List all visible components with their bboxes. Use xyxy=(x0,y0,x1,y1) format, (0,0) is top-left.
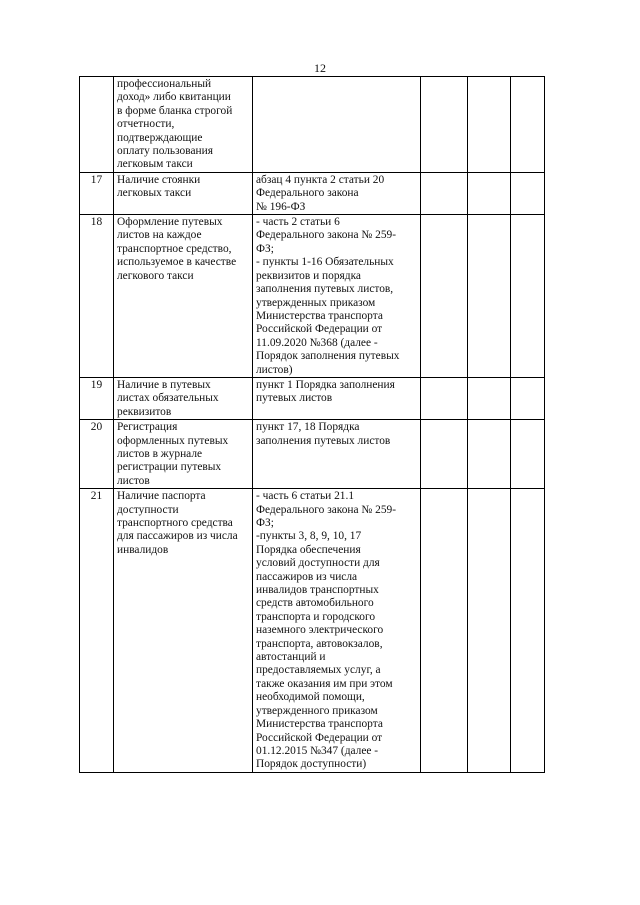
requirement-cell-line: транспортное средство, xyxy=(117,242,232,255)
empty-cell-2 xyxy=(468,489,511,773)
requirement-cell-line: оплату пользования xyxy=(117,145,213,158)
empty-cell-3 xyxy=(511,172,545,214)
reference-cell xyxy=(253,420,421,489)
requirement-cell xyxy=(114,489,253,773)
reference-cell-line: -пункты 3, 8, 9, 10, 17 xyxy=(256,530,362,543)
empty-cell-1 xyxy=(421,420,468,489)
empty-cell-1 xyxy=(421,215,468,378)
requirements-table xyxy=(79,76,545,773)
requirement-cell-line: Наличие в путевых xyxy=(117,378,211,391)
reference-cell-line: также оказания им при этом xyxy=(256,677,393,690)
reference-cell-line: Федерального закона xyxy=(256,187,359,200)
reference-cell-line: заполнения путевых листов, xyxy=(256,283,394,296)
requirement-cell xyxy=(114,172,253,214)
reference-cell-line: № 196-ФЗ xyxy=(256,200,306,213)
table-row xyxy=(80,377,545,419)
empty-cell-2 xyxy=(468,420,511,489)
reference-cell xyxy=(253,489,421,773)
requirement-cell-line: легковым такси xyxy=(117,158,193,171)
row-number-cell: 17 xyxy=(80,172,114,214)
empty-cell-3 xyxy=(511,377,545,419)
requirement-cell-line: листов в журнале xyxy=(117,447,203,460)
reference-cell-line: Порядок доступности) xyxy=(256,758,367,771)
reference-cell-line: автостанций и xyxy=(256,651,326,664)
reference-cell-line: Порядок заполнения путевых xyxy=(256,350,400,363)
row-number-cell: 20 xyxy=(80,420,114,489)
reference-cell-line: Российской Федерации от xyxy=(256,323,383,336)
reference-cell-line: 11.09.2020 №368 (далее - xyxy=(256,336,378,349)
row-number-cell xyxy=(80,77,114,173)
reference-cell xyxy=(253,172,421,214)
reference-cell-line: пассажиров из числа xyxy=(256,570,358,583)
requirement-cell-line: инвалидов xyxy=(117,543,169,556)
reference-cell xyxy=(253,215,421,378)
requirement-cell xyxy=(114,77,253,173)
requirement-cell-line: в форме бланка строгой xyxy=(117,104,233,117)
reference-cell-line: - пункты 1-16 Обязательных xyxy=(256,256,394,269)
empty-cell-1 xyxy=(421,489,468,773)
requirement-cell xyxy=(114,377,253,419)
reference-cell-line: - часть 6 статьи 21.1 xyxy=(256,490,355,503)
empty-cell-2 xyxy=(468,77,511,173)
reference-cell-line: транспорта, автовокзалов, xyxy=(256,637,383,650)
reference-cell-line: транспорта и городского xyxy=(256,610,376,623)
reference-cell-line: реквизитов и порядка xyxy=(256,269,361,282)
requirement-cell-line: транспортного средства xyxy=(117,517,233,529)
requirement-cell-line: Регистрация xyxy=(117,421,178,434)
reference-cell-line: путевых листов xyxy=(256,392,333,405)
table-row xyxy=(80,215,545,378)
requirement-cell-line: листов на каждое xyxy=(117,229,202,242)
reference-cell-line: наземного электрического xyxy=(256,624,384,637)
row-number-cell: 18 xyxy=(80,215,114,378)
empty-cell-2 xyxy=(468,215,511,378)
reference-cell-line: утвержденных приказом xyxy=(256,296,376,309)
requirement-cell-line: оформленных путевых xyxy=(117,434,229,447)
table-row xyxy=(80,172,545,214)
reference-cell-line: необходимой помощи, xyxy=(256,691,365,704)
reference-cell-line: - часть 2 статьи 6 xyxy=(256,216,340,229)
table-row xyxy=(80,77,545,173)
requirement-cell-line: реквизитов xyxy=(117,405,172,418)
reference-cell xyxy=(253,77,421,173)
requirement-cell-line: легкового такси xyxy=(117,269,194,282)
requirement-cell-line: подтверждающие xyxy=(117,131,203,144)
row-number-cell: 19 xyxy=(80,377,114,419)
empty-cell-3 xyxy=(511,489,545,773)
empty-cell-2 xyxy=(468,377,511,419)
empty-cell-1 xyxy=(421,377,468,419)
requirement-cell-line: для пассажиров из числа xyxy=(117,530,238,543)
reference-cell-line: Федерального закона № 259- xyxy=(256,503,397,516)
reference-cell-line: средств автомобильного xyxy=(256,597,374,610)
requirement-cell-line: отчетности, xyxy=(117,118,175,131)
page-number: 12 xyxy=(314,61,326,75)
reference-cell-line: абзац 4 пункта 2 статьи 20 xyxy=(256,173,385,186)
empty-cell-3 xyxy=(511,420,545,489)
table-row xyxy=(80,420,545,489)
row-number-cell: 21 xyxy=(80,489,114,773)
empty-cell-2 xyxy=(468,172,511,214)
reference-cell-line: Министерства транспорта xyxy=(256,309,383,322)
requirement-cell-line: Оформление путевых xyxy=(117,216,223,229)
reference-cell-line: 01.12.2015 №347 (далее - xyxy=(256,744,379,757)
reference-cell-line: пункт 1 Порядка заполнения xyxy=(256,378,395,391)
reference-cell-line: утвержденного приказом xyxy=(256,704,378,717)
requirement-cell-line: доступности xyxy=(117,503,179,516)
reference-cell-line: пункт 17, 18 Порядка xyxy=(256,421,360,434)
requirement-cell-line: используемое в качестве xyxy=(117,256,237,269)
requirement-cell-line: доход» либо квитанции xyxy=(117,91,231,104)
reference-cell-line: инвалидов транспортных xyxy=(256,584,379,597)
requirement-cell-line: легковых такси xyxy=(117,187,192,200)
requirement-cell-line: регистрации путевых xyxy=(117,461,222,474)
empty-cell-3 xyxy=(511,77,545,173)
reference-cell-line: предоставляемых услуг, а xyxy=(256,664,381,677)
requirement-cell-line: профессиональный xyxy=(117,78,212,90)
requirement-cell xyxy=(114,215,253,378)
reference-cell-line: ФЗ; xyxy=(256,242,274,255)
requirement-cell-line: листах обязательных xyxy=(117,392,219,405)
reference-cell-line: Российской Федерации от xyxy=(256,731,383,744)
requirement-cell-line: листов xyxy=(117,474,150,487)
reference-cell-line: Порядка обеспечения xyxy=(256,543,361,556)
empty-cell-3 xyxy=(511,215,545,378)
empty-cell-1 xyxy=(421,77,468,173)
reference-cell xyxy=(253,377,421,419)
reference-cell-line: ФЗ; xyxy=(256,517,274,529)
requirement-cell-line: Наличие стоянки xyxy=(117,173,201,186)
reference-cell-line: Федерального закона № 259- xyxy=(256,229,397,242)
requirement-cell xyxy=(114,420,253,489)
reference-cell-line: условий доступности для xyxy=(256,557,380,570)
table-row xyxy=(80,489,545,773)
reference-cell-line: заполнения путевых листов xyxy=(256,434,391,447)
reference-cell-line: Министерства транспорта xyxy=(256,718,383,731)
reference-cell-line: листов) xyxy=(256,363,293,376)
requirement-cell-line: Наличие паспорта xyxy=(117,490,206,503)
empty-cell-1 xyxy=(421,172,468,214)
